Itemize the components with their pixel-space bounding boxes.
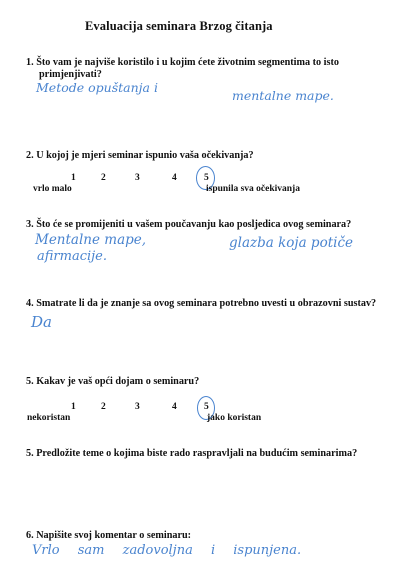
- scale-2-option-5: 5: [204, 173, 209, 183]
- form-title: Evaluacija seminara Brzog čitanja: [85, 19, 273, 33]
- scale-5-option-2: 2: [101, 402, 106, 412]
- scale-2-high-label: ispunila sva očekivanja: [206, 184, 300, 194]
- answer-4: Da: [31, 313, 52, 331]
- scale-5-option-5: 5: [204, 402, 209, 412]
- scale-2-low-label: vrlo malo: [33, 184, 72, 194]
- question-5: 5. Kakav je vaš opći dojam o seminaru?: [26, 376, 200, 387]
- scale-5-high-label: jako koristan: [207, 413, 262, 423]
- answer-3-line1a: Mentalne mape,: [35, 232, 147, 248]
- scale-2-option-3: 3: [135, 173, 140, 183]
- scale-2-option-1: 1: [71, 173, 76, 183]
- question-7: 6. Napišite svoj komentar o seminaru:: [26, 530, 192, 541]
- question-1: [26, 57, 339, 80]
- scale-5-option-4: 4: [172, 402, 177, 412]
- answer-7: Vrlo sam zadovoljna i ispunjena.: [32, 543, 302, 558]
- question-6: 5. Predložite teme o kojima biste rado raspravljali na budućim seminarima?: [26, 448, 358, 459]
- scale-5-option-3: 3: [135, 402, 140, 412]
- question-4: 4. Smatrate li da je znanje sa ovog seminara potrebno uvesti u obrazovni sustav?: [26, 298, 377, 309]
- question-2: 2. U kojoj je mjeri seminar ispunio vaša očekivanja?: [26, 150, 254, 161]
- question-1-line1: 1. Što vam je najviše koristilo i u kojim ćete životnim segmentima to isto: [26, 57, 339, 68]
- answer-1-part2: mentalne mape.: [232, 88, 334, 103]
- answer-3-line1b: glazba koja potiče: [229, 235, 353, 251]
- question-1-line2: primjenjivati?: [39, 68, 102, 80]
- scale-5-low-label: nekoristan: [27, 413, 71, 423]
- answer-3-line2: afirmacije.: [37, 249, 108, 264]
- question-3: 3. Što će se promijeniti u vašem poučavanju kao posljedica ovog seminara?: [26, 219, 352, 230]
- scale-2-option-4: 4: [172, 173, 177, 183]
- answer-1-part1: Metode opuštanja i: [36, 80, 158, 95]
- scale-2-option-2: 2: [101, 173, 106, 183]
- scale-5-option-1: 1: [71, 402, 76, 412]
